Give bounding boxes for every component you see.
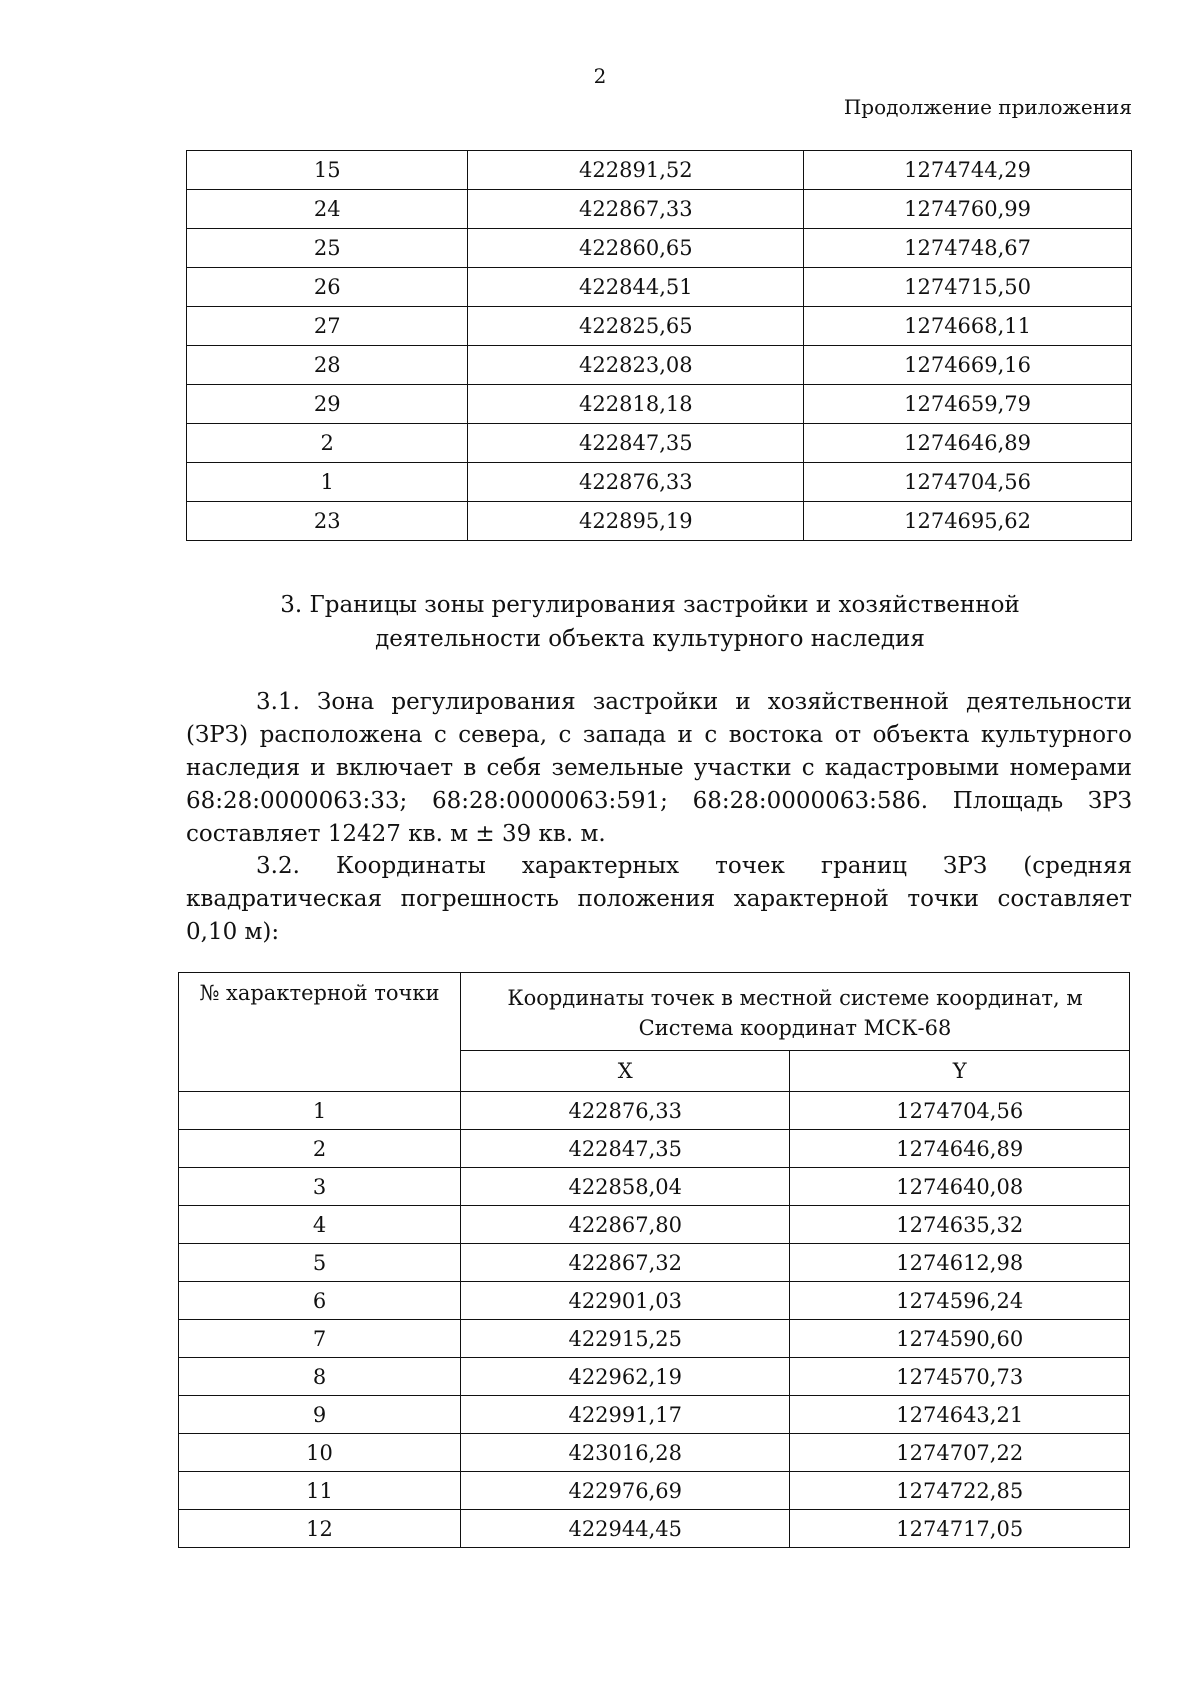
table-row <box>187 385 1132 424</box>
cell-x: 422915,25 <box>461 1320 790 1358</box>
cell-x: 422818,18 <box>468 385 804 424</box>
zrz-table-header <box>179 973 1130 1092</box>
cell-point-number: 9 <box>179 1396 461 1434</box>
cell-point-number: 8 <box>179 1358 461 1396</box>
cell-point-number: 29 <box>187 385 468 424</box>
cell-y: 1274646,89 <box>804 424 1132 463</box>
cell-point-number: 25 <box>187 229 468 268</box>
section-title <box>190 588 1110 656</box>
paragraph-3-1-text: 3.1. Зона регулирования застройки и хозяйственной деятельности (ЗРЗ) расположена с севера, с запада и с востока от объекта культурного наследия и включает в себя земельные участки с кадастровыми номерами 68:28:0000063:33; 68:28:0000063:591; 68:28:0000063:586. Площадь ЗРЗ составляет 12427 кв. м ± 39 кв. м. <box>186 689 1132 847</box>
header-y: Y <box>790 1050 1130 1091</box>
cell-y: 1274659,79 <box>804 385 1132 424</box>
header-note: Продолжение приложения <box>843 95 1132 119</box>
cell-x: 422867,32 <box>461 1244 790 1282</box>
cell-x: 422901,03 <box>461 1282 790 1320</box>
table-row <box>187 463 1132 502</box>
cell-y: 1274715,50 <box>804 268 1132 307</box>
zrz-table-body <box>179 1092 1130 1548</box>
table-row <box>187 346 1132 385</box>
table-row <box>179 1358 1130 1396</box>
cell-x: 422867,80 <box>461 1206 790 1244</box>
header-coordinates-line-1: Координаты точек в местной системе координат, м <box>507 986 1083 1011</box>
paragraph-3-1 <box>186 686 1132 851</box>
cell-x: 422876,33 <box>468 463 804 502</box>
cell-x: 422962,19 <box>461 1358 790 1396</box>
cell-x: 422976,69 <box>461 1472 790 1510</box>
cell-x: 422876,33 <box>461 1092 790 1130</box>
cell-point-number: 2 <box>179 1130 461 1168</box>
cell-point-number: 5 <box>179 1244 461 1282</box>
cell-y: 1274707,22 <box>790 1434 1130 1472</box>
cell-x: 423016,28 <box>461 1434 790 1472</box>
section-title-line-1: 3. Границы зоны регулирования застройки и хозяйственной <box>280 592 1020 618</box>
cell-point-number: 24 <box>187 190 468 229</box>
cell-y: 1274643,21 <box>790 1396 1130 1434</box>
section-title-line-2: деятельности объекта культурного наследия <box>375 626 925 652</box>
cell-x: 422825,65 <box>468 307 804 346</box>
header-coordinates <box>461 973 1130 1051</box>
table-row <box>179 1510 1130 1548</box>
cell-y: 1274640,08 <box>790 1168 1130 1206</box>
table-row <box>187 268 1132 307</box>
page-number: 2 <box>593 64 607 88</box>
cell-x: 422860,65 <box>468 229 804 268</box>
cell-point-number: 23 <box>187 502 468 541</box>
cell-point-number: 1 <box>179 1092 461 1130</box>
paragraph-3-2 <box>186 850 1132 949</box>
cell-y: 1274596,24 <box>790 1282 1130 1320</box>
cell-point-number: 1 <box>187 463 468 502</box>
cell-y: 1274646,89 <box>790 1130 1130 1168</box>
cell-point-number: 4 <box>179 1206 461 1244</box>
zrz-coordinates-table <box>178 972 1130 1548</box>
table-row <box>187 190 1132 229</box>
cell-y: 1274704,56 <box>804 463 1132 502</box>
table-row <box>179 1092 1130 1130</box>
cell-x: 422844,51 <box>468 268 804 307</box>
table-row <box>187 151 1132 190</box>
cell-y: 1274748,67 <box>804 229 1132 268</box>
cell-y: 1274704,56 <box>790 1092 1130 1130</box>
cell-x: 422858,04 <box>461 1168 790 1206</box>
paragraph-3-2-text: 3.2. Координаты характерных точек границ ЗРЗ (средняя квадратическая погрешность положения характерной точки составляет 0,10 м): <box>186 853 1132 945</box>
cell-y: 1274635,32 <box>790 1206 1130 1244</box>
table-row <box>179 1168 1130 1206</box>
cell-x: 422867,33 <box>468 190 804 229</box>
table-row <box>179 1206 1130 1244</box>
header-point-number: № характерной точки <box>179 973 461 1092</box>
cell-x: 422847,35 <box>468 424 804 463</box>
table-row <box>179 1396 1130 1434</box>
cell-y: 1274668,11 <box>804 307 1132 346</box>
cell-point-number: 27 <box>187 307 468 346</box>
table-row <box>187 229 1132 268</box>
table-row <box>187 307 1132 346</box>
cell-point-number: 12 <box>179 1510 461 1548</box>
table-row <box>179 1130 1130 1168</box>
table-row <box>179 1472 1130 1510</box>
cell-point-number: 2 <box>187 424 468 463</box>
table-row <box>179 1244 1130 1282</box>
cell-x: 422944,45 <box>461 1510 790 1548</box>
zrz-table-header-row <box>179 973 1130 1051</box>
header-x: X <box>461 1050 790 1091</box>
cell-x: 422895,19 <box>468 502 804 541</box>
cell-y: 1274612,98 <box>790 1244 1130 1282</box>
cell-y: 1274760,99 <box>804 190 1132 229</box>
table-row <box>179 1282 1130 1320</box>
cell-point-number: 6 <box>179 1282 461 1320</box>
cell-y: 1274669,16 <box>804 346 1132 385</box>
table-row <box>187 502 1132 541</box>
cell-point-number: 28 <box>187 346 468 385</box>
table-row <box>179 1320 1130 1358</box>
cell-y: 1274590,60 <box>790 1320 1130 1358</box>
cell-point-number: 11 <box>179 1472 461 1510</box>
cell-y: 1274744,29 <box>804 151 1132 190</box>
cell-x: 422823,08 <box>468 346 804 385</box>
cell-x: 422891,52 <box>468 151 804 190</box>
header-coordinates-line-2: Система координат МСК-68 <box>638 1016 952 1041</box>
cell-point-number: 7 <box>179 1320 461 1358</box>
cell-point-number: 3 <box>179 1168 461 1206</box>
coordinates-table-continued-body <box>187 151 1132 541</box>
cell-y: 1274570,73 <box>790 1358 1130 1396</box>
cell-point-number: 15 <box>187 151 468 190</box>
cell-x: 422991,17 <box>461 1396 790 1434</box>
cell-y: 1274695,62 <box>804 502 1132 541</box>
coordinates-table-continued <box>186 150 1132 541</box>
cell-y: 1274722,85 <box>790 1472 1130 1510</box>
cell-x: 422847,35 <box>461 1130 790 1168</box>
cell-y: 1274717,05 <box>790 1510 1130 1548</box>
cell-point-number: 26 <box>187 268 468 307</box>
table-row <box>187 424 1132 463</box>
cell-point-number: 10 <box>179 1434 461 1472</box>
table-row <box>179 1434 1130 1472</box>
